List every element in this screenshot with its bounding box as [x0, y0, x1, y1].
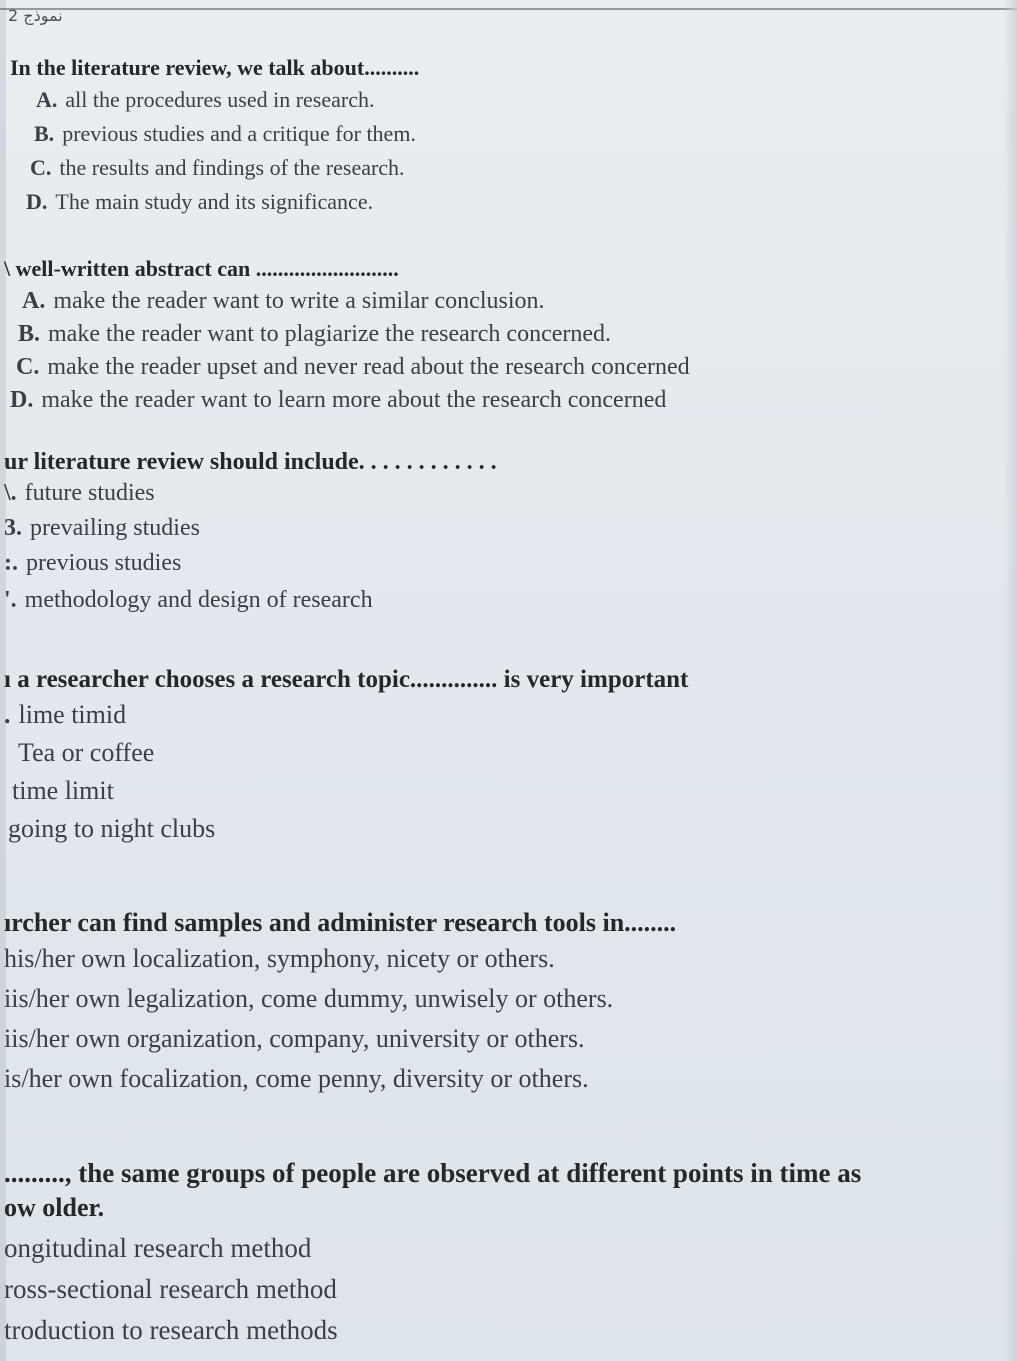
option-letter: B.	[34, 121, 55, 146]
option-text: ongitudinal research method	[4, 1233, 312, 1263]
option-a	[36, 87, 419, 113]
option-a	[4, 480, 497, 507]
option-letter: :.	[4, 550, 18, 576]
option-text: troduction to research methods	[4, 1315, 338, 1345]
option-text: previous studies	[26, 550, 182, 576]
option-c	[4, 550, 497, 577]
option-letter: B.	[18, 321, 41, 347]
question-stem: ur literature review should include. . . . . . . . . . . .	[4, 449, 497, 475]
option-c	[16, 354, 690, 381]
option-a	[4, 944, 676, 974]
option-d	[8, 814, 688, 844]
question-stem-line-2: ow older.	[4, 1193, 105, 1222]
option-c	[30, 155, 419, 181]
question-stem: ı a researcher chooses a research topic.............. is very important	[4, 666, 689, 693]
option-text: iis/her own organization, company, university or others.	[4, 1024, 585, 1053]
option-text: future studies	[24, 480, 155, 506]
question-2	[4, 256, 690, 414]
option-text: his/her own localization, symphony, nicety or others.	[4, 944, 555, 973]
option-text: going to night clubs	[8, 814, 216, 843]
option-c	[12, 776, 688, 806]
option-text: the results and findings of the research.	[59, 155, 405, 180]
option-text: ross-sectional research method	[4, 1274, 337, 1304]
question-4	[4, 666, 688, 844]
option-text: iis/her own legalization, come dummy, unwisely or others.	[4, 984, 614, 1013]
option-b	[4, 515, 497, 542]
option-d	[4, 1064, 676, 1094]
option-b	[4, 984, 676, 1014]
option-text: previous studies and a critique for them.	[62, 121, 416, 146]
option-a	[4, 1233, 861, 1264]
option-a	[4, 700, 688, 730]
question-stem: ırcher can find samples and administer research tools in........	[4, 908, 677, 937]
stem-text: well-written abstract can ..........................	[15, 256, 399, 281]
question-stem: ........., the same groups of people are observed at different points in time as	[4, 1158, 862, 1188]
option-letter: A.	[36, 87, 58, 112]
question-stem: In the literature review, we talk about..........	[10, 55, 420, 80]
option-letter: C.	[16, 354, 40, 380]
option-b	[4, 1274, 861, 1305]
question-6	[4, 1158, 861, 1346]
option-letter: 3.	[4, 515, 22, 541]
option-letter: \.	[4, 480, 17, 506]
option-text: is/her own focalization, come penny, diversity or others.	[4, 1064, 589, 1093]
option-letter: A.	[22, 288, 46, 314]
option-letter: D.	[26, 189, 48, 214]
option-text: make the reader want to write a similar conclusion.	[53, 288, 545, 314]
option-text: make the reader upset and never read about the research concerned	[47, 354, 690, 380]
question-1	[10, 55, 419, 215]
option-c	[4, 1024, 676, 1054]
question-3	[4, 449, 497, 614]
option-d	[4, 587, 497, 614]
form-label: نموذج 2	[8, 6, 63, 25]
option-text: lime timid	[18, 700, 127, 729]
option-letter: '.	[4, 587, 17, 613]
option-letter: C.	[30, 155, 52, 180]
option-letter: D.	[10, 387, 34, 413]
option-text: make the reader want to plagiarize the research concerned.	[48, 321, 612, 347]
option-text: all the procedures used in research.	[65, 87, 375, 112]
option-text: time limit	[12, 776, 114, 805]
option-text: make the reader want to learn more about the research concerned	[41, 387, 667, 413]
option-b	[18, 321, 690, 348]
option-text: prevailing studies	[30, 515, 200, 541]
option-letter: .	[4, 700, 11, 729]
option-b	[34, 121, 419, 147]
option-a	[22, 288, 690, 315]
option-text: methodology and design of research	[24, 587, 373, 613]
option-b	[18, 738, 688, 768]
question-stem	[4, 256, 690, 282]
header-rule	[0, 0, 1017, 10]
question-5	[4, 908, 676, 1094]
stem-prefix: \	[4, 256, 11, 281]
option-text: Tea or coffee	[18, 738, 155, 767]
option-c	[4, 1315, 861, 1346]
option-text: The main study and its significance.	[55, 189, 374, 214]
page-curl-shadow	[1003, 0, 1017, 1361]
option-d	[26, 189, 419, 215]
option-d	[10, 387, 690, 414]
